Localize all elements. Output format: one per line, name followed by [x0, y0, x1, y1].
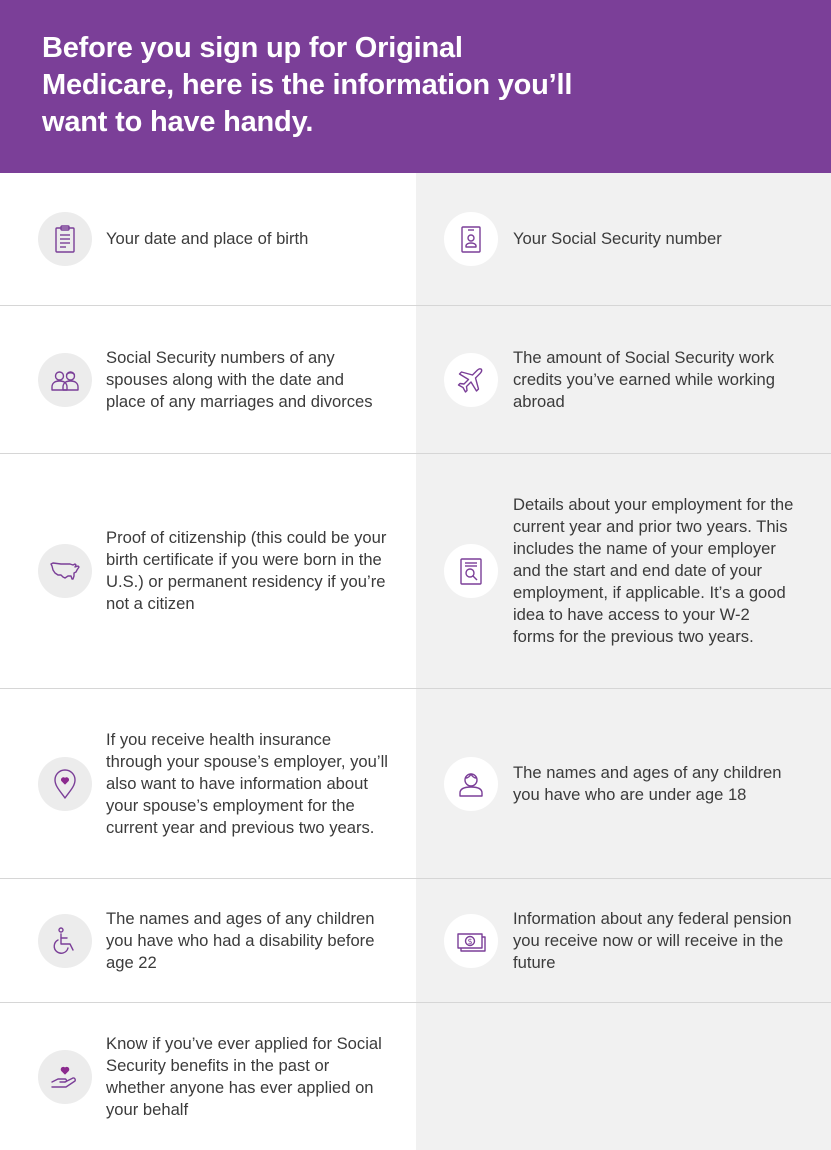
us-map-icon [38, 544, 92, 598]
info-item-date-place-of-birth [38, 173, 388, 305]
page-title: Before you sign up for Original Medicare, here is the information you’ll want to have handy. [42, 32, 573, 138]
info-item-federal-pension [444, 879, 794, 1002]
info-item-previous-applications [38, 1003, 388, 1150]
info-item-children-disability [38, 879, 388, 1002]
svg-text:$: $ [467, 936, 473, 946]
clipboard-icon [38, 212, 92, 266]
info-item-spouse-ssn [38, 306, 388, 453]
info-item-text: The names and ages of any children you have who are under age 18 [513, 762, 782, 804]
heart-location-pin-icon [38, 757, 92, 811]
child-icon [444, 757, 498, 811]
info-item-text: Your date and place of birth [106, 229, 309, 248]
info-item-text: The amount of Social Security work credits you’ve earned while working abroad [513, 347, 775, 411]
info-item-employment-details [444, 454, 794, 688]
info-item-social-security-number [444, 173, 794, 305]
document-search-icon [444, 544, 498, 598]
heart-hand-icon [38, 1050, 92, 1104]
info-item-text: Know if you’ve ever applied for Social Security benefits in the past or whether anyone has ever applied on your behalf [106, 1033, 382, 1119]
info-item-proof-of-citizenship [38, 454, 388, 688]
wheelchair-icon [38, 914, 92, 968]
couple-icon [38, 353, 92, 407]
info-item-work-credits-abroad [444, 306, 794, 453]
info-item-spouse-health-insurance [38, 689, 388, 878]
header-banner [0, 0, 831, 173]
info-item-text: Information about any federal pension you receive now or will receive in the future [513, 908, 792, 972]
id-badge-icon [444, 212, 498, 266]
info-item-text: Details about your employment for the current year and prior two years. This includes the name of your employer and the start and end date of your employment, if applicable. It’s a good idea to have access to your W-2 forms for the previous two years. [513, 495, 794, 646]
info-item-text: The names and ages of any children you have who had a disability before age 22 [106, 908, 375, 972]
dollar-bill-icon [444, 914, 498, 968]
info-item-text: If you receive health insurance through your spouse’s employer, you’ll also want to have information about your spouse’s employment for the current year and previous two years. [106, 729, 388, 837]
airplane-icon [444, 353, 498, 407]
info-item-text: Your Social Security number [513, 229, 722, 248]
info-item-text: Proof of citizenship (this could be your birth certificate if you were born in the U.S.) or permanent residency if you’re not a citizen [106, 528, 387, 613]
info-item-text: Social Security numbers of any spouses along with the date and place of any marriages and divorces [106, 347, 373, 411]
info-item-children-under-18 [444, 689, 794, 878]
